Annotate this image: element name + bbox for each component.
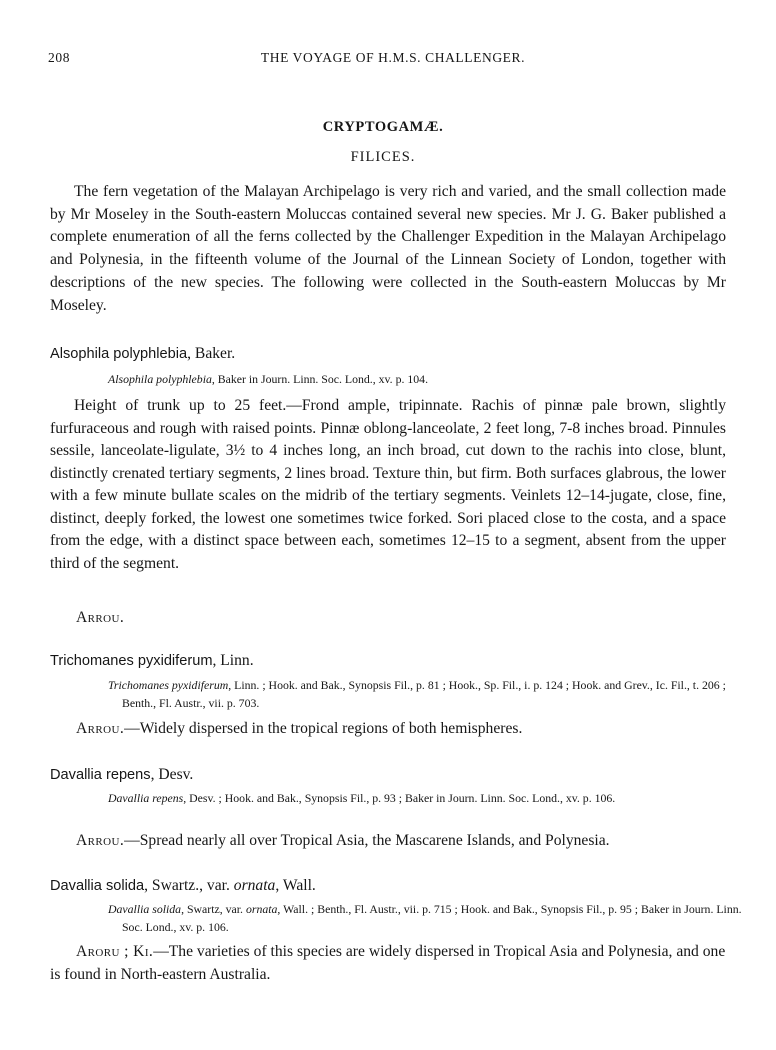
species-locality — [76, 830, 736, 853]
locality-text: —Spread nearly all over Tropical Asia, the Mascarene Islands, and Polynesia. — [124, 832, 610, 849]
reference-citation: , Swartz, var. — [181, 902, 246, 916]
running-title: THE VOYAGE OF H.M.S. CHALLENGER. — [260, 50, 526, 65]
species-reference — [108, 789, 746, 807]
species-locality — [76, 607, 736, 630]
species-name: Davallia repens — [50, 767, 151, 783]
intro-paragraph: The fern vegetation of the Malayan Archipelago is very rich and varied, and the small collection made by Mr Moseley in the South-eastern Moluccas contained several new species. Mr J. G. Baker published a complete enumeration of all the ferns collected by the Challenger Expedition in the Malayan Archipelago and Polynesia, in the fifteenth volume of the Journal of the Linnean Society of London, together with descriptions of the new species. The following were collected in the South-eastern Moluccas by Mr Moseley. — [50, 183, 726, 314]
reference-taxon: Davallia repens — [108, 791, 184, 805]
reference-taxon: Alsophila polyphlebia — [108, 372, 212, 386]
species-reference — [108, 900, 746, 936]
reference-taxon: Trichomanes pyxidiferum — [108, 678, 229, 692]
species-heading — [50, 877, 730, 895]
subsection-title: FILICES. — [350, 149, 416, 165]
species-authority: , Linn. — [212, 652, 254, 669]
reference-citation: , Baker in Journ. Linn. Soc. Lond., xv. p. 104. — [211, 372, 429, 386]
section-title: CRYPTOGAMÆ. — [322, 119, 444, 135]
running-header — [48, 50, 728, 70]
species-heading — [50, 652, 730, 670]
species-description: Height of trunk up to 25 feet.—Frond ample, tripinnate. Rachis of pinnæ pale brown, slightly furfuraceous and rough with raised points. Pinnæ oblong-lanceolate, 2 feet long, 7-8 inches broad. Pinnules sessile, lanceolate-ligulate, 3½ to 4 inches long, an inch broad, cut down to the rachis into close, blunt, distinctly crenated tertiary segments, 2 lines broad. Texture thin, but firm. Both surfaces glabrous, the lower with a few minute bullate scales on the midrib of the tertiary segments. Veinlets 12–14-jugate, close, fine, distinct, deeply forked, the lowest one sometimes twice forked. Sori placed close to the costa, and a space from the edge, with a distinct space between each, sometimes 12–15 to a segment, absent from the upper third of the segment. — [50, 397, 726, 572]
locality-text: —Widely dispersed in the tropical regions of both hemispheres. — [124, 720, 523, 737]
species-heading — [50, 766, 730, 784]
locality-label: Aroru ; Ki. — [76, 943, 154, 960]
species-heading — [50, 345, 730, 363]
reference-citation: , Desv. ; Hook. and Bak., Synopsis Fil., p. 93 ; Baker in Journ. Linn. Soc. Lond., xv. p. 106. — [183, 791, 616, 805]
species-locality — [50, 941, 730, 986]
species-authority: , Baker. — [187, 345, 236, 362]
reference-variety: ornata — [245, 902, 278, 916]
species-name: Alsophila polyphlebia — [50, 346, 188, 362]
species-reference — [108, 370, 746, 388]
page-number: 208 — [48, 50, 71, 65]
species-name: Trichomanes pyxidiferum — [50, 653, 213, 669]
species-variety: ornata — [233, 877, 276, 894]
locality-label: Arrou. — [76, 720, 125, 737]
locality-label: Arrou. — [76, 832, 125, 849]
reference-taxon: Davallia solida — [108, 902, 182, 916]
locality-label: Arrou. — [76, 609, 125, 626]
reference-citation: , Linn. ; Hook. and Bak., Synopsis Fil., p. 81 ; Hook., Sp. Fil., i. p. 124 ; Hook. and Grev., Ic. Fil., t. 206 ; Benth., Fl. Austr., vii. p. 703. — [122, 678, 726, 710]
species-reference — [108, 676, 746, 712]
species-authority: , Wall. — [275, 877, 316, 894]
species-name: Davallia solida — [50, 878, 145, 894]
locality-text: —The varieties of this species are widely dispersed in Tropical Asia and Polynesia, and one is found in North-eastern Australia. — [50, 943, 726, 983]
species-locality — [76, 718, 736, 741]
species-authority: , Desv. — [150, 766, 194, 783]
species-authority: , Swartz., var. — [144, 877, 234, 894]
reference-citation: , Wall. ; Benth., Fl. Austr., vii. p. 715 ; Hook. and Bak., Synopsis Fil., p. 95 ; Baker in Journ. Linn. Soc. Lond., xv. p. 106. — [122, 902, 742, 934]
